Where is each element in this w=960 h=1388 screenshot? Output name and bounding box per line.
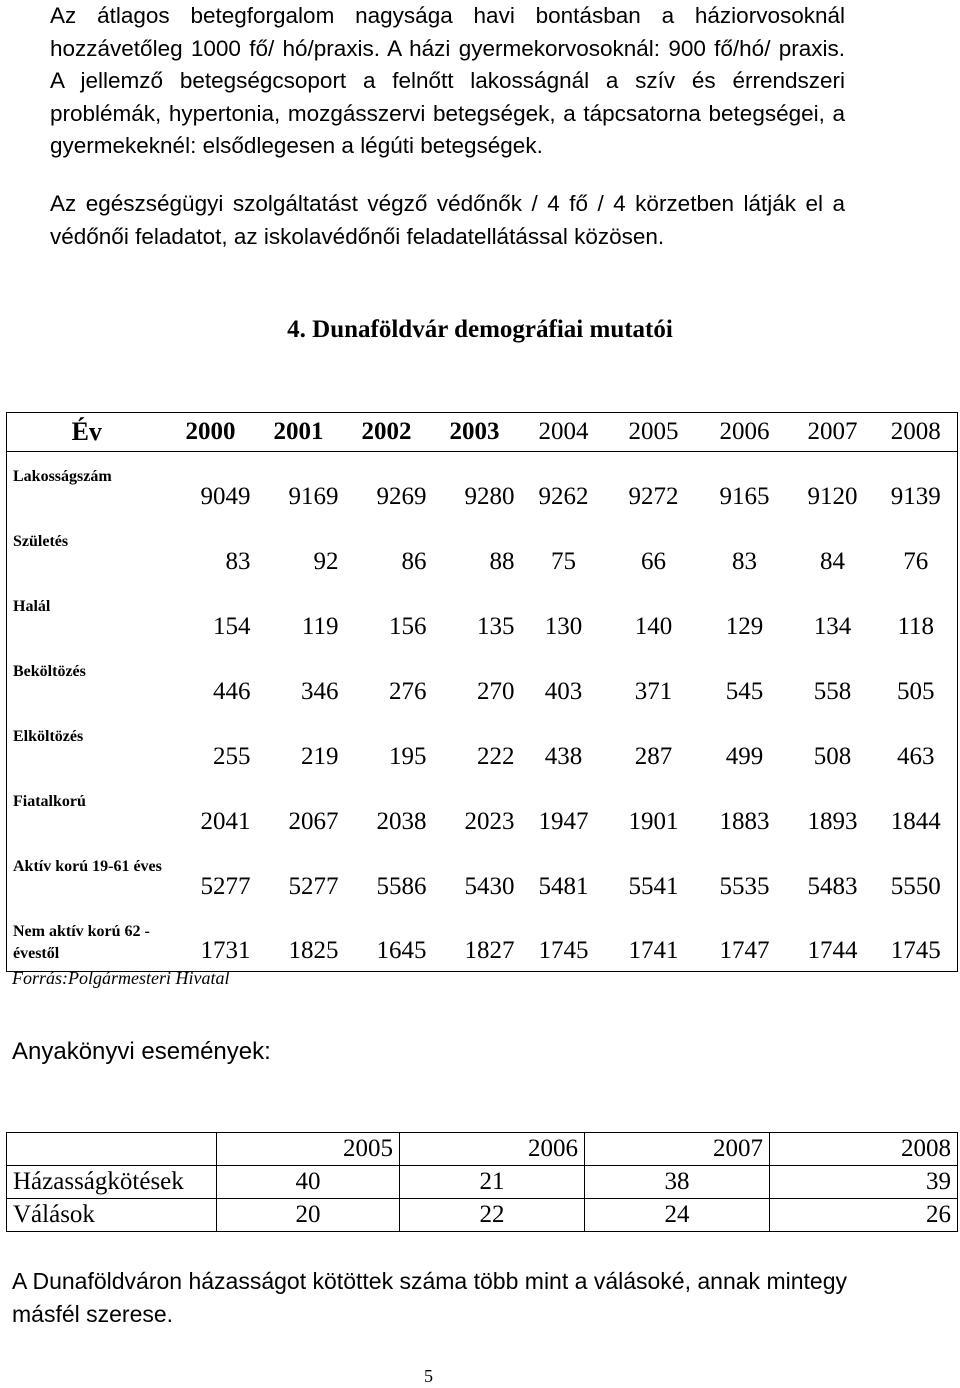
year-cell: 2002 [343, 413, 431, 452]
row-label: Elköltözés [13, 727, 84, 745]
closing-paragraph: A Dunaföldváron házasságot kötöttek száma több mint a válásoké, annak mintegy másfél szerese. [12, 1268, 847, 1327]
data-cell: 276 [389, 677, 427, 705]
events-value-cell: 40 [217, 1166, 400, 1199]
data-cell: 92 [313, 547, 339, 575]
events-value-cell: 22 [400, 1199, 585, 1232]
data-cell: 1827 [464, 937, 515, 964]
year-cell: 2003 [431, 413, 519, 452]
data-cell: 9139 [890, 482, 941, 510]
data-cell: 119 [301, 612, 339, 640]
row-label: Fiatalkorú [13, 792, 86, 810]
events-value-cell: 24 [585, 1199, 770, 1232]
data-cell: 75 [551, 547, 576, 575]
events-row [7, 1199, 958, 1232]
data-cell: 1745 [538, 937, 589, 964]
row-label: Halál [13, 597, 51, 615]
data-cell: 463 [897, 742, 935, 770]
demographics-row [7, 582, 958, 647]
data-cell: 558 [813, 677, 852, 705]
events-value-cell: 20 [217, 1199, 400, 1232]
data-cell: 66 [641, 547, 666, 575]
data-cell: 5535 [719, 872, 770, 900]
intro-paragraph-2: Az egészségügyi szolgáltatást végző védőnők / 4 fő / 4 körzetben látják el a védőnői feladatot, az iskolavédőnői feladatellátással közösen. [50, 191, 845, 249]
data-cell: 76 [903, 547, 929, 575]
data-cell: 88 [489, 547, 515, 575]
demographics-row [7, 842, 958, 907]
data-cell: 86 [401, 547, 427, 575]
year-header-row [7, 413, 958, 452]
data-cell: 508 [813, 742, 852, 770]
data-cell: 2023 [464, 807, 515, 835]
data-cell: 9049 [200, 482, 251, 510]
data-cell: 1745 [890, 937, 941, 964]
events-year-cell: 2006 [400, 1133, 585, 1166]
intro-paragraph-1: Az átlagos betegforgalom nagysága havi bontásban a háziorvosoknál hozzávetőleg 1000 fő/ hó/praxis. A házi gyermekorvosoknál: 900 fő/hó/ praxis. A jellemző betegségcsoport a felnőtt lakosságnál a szív és érrendszeri problémák, hypertonia, mozgásszervi betegségek, a tápcsatorna betegségei, a gyermekeknél: elsődlegesen a légúti betegségek. [50, 3, 845, 158]
data-cell: 9280 [464, 482, 515, 510]
data-cell: 5550 [890, 872, 941, 900]
events-title: Anyakönyvi események: [12, 1038, 271, 1065]
data-cell: 9120 [807, 482, 858, 510]
data-cell: 9269 [376, 482, 427, 510]
data-cell: 371 [634, 677, 673, 705]
data-cell: 1645 [376, 937, 427, 964]
data-cell: 219 [301, 742, 339, 770]
year-header-label: Év [7, 413, 167, 452]
data-cell: 1947 [538, 807, 589, 835]
data-cell: 2038 [376, 807, 427, 835]
page-number: 5 [424, 1366, 433, 1386]
data-cell: 134 [813, 612, 852, 640]
row-label: Lakosságszám [13, 468, 112, 485]
events-value-cell: 39 [770, 1166, 958, 1199]
events-header-row [7, 1133, 958, 1166]
data-cell: 5483 [807, 872, 858, 900]
data-cell: 1747 [719, 937, 770, 964]
data-cell: 346 [301, 677, 339, 705]
data-cell: 270 [477, 677, 515, 705]
data-cell: 222 [477, 742, 515, 770]
section-title: 4. Dunaföldvár demográfiai mutatói [287, 316, 673, 343]
row-label: Aktív korú 19-61 éves [13, 857, 162, 875]
events-value-cell: 26 [770, 1199, 958, 1232]
data-cell: 154 [213, 612, 251, 640]
data-cell: 2041 [200, 807, 251, 835]
data-cell: 1893 [807, 807, 858, 835]
demographics-row [7, 452, 958, 517]
data-cell: 156 [389, 612, 427, 640]
year-cell: 2005 [609, 413, 699, 452]
data-cell: 195 [389, 742, 427, 770]
events-year-cell: 2008 [770, 1133, 958, 1166]
data-cell: 5541 [628, 872, 679, 900]
demographics-row [7, 712, 958, 777]
demographics-row [7, 647, 958, 712]
events-row [7, 1166, 958, 1199]
source-note: Forrás:Polgármesteri Hivatal [12, 968, 230, 988]
data-cell: 5586 [376, 872, 427, 900]
data-cell: 83 [225, 547, 251, 575]
events-year-cell: 2007 [585, 1133, 770, 1166]
year-cell: 2004 [519, 413, 609, 452]
data-cell: 446 [213, 677, 251, 705]
data-cell: 5430 [464, 872, 515, 900]
year-cell: 2006 [699, 413, 791, 452]
data-cell: 2067 [288, 807, 339, 835]
data-cell: 9169 [288, 482, 339, 510]
data-cell: 1731 [200, 937, 251, 964]
data-cell: 1741 [628, 937, 679, 964]
data-cell: 1825 [288, 937, 339, 964]
data-cell: 545 [725, 677, 764, 705]
data-cell: 499 [725, 742, 764, 770]
row-label: Beköltözés [13, 662, 86, 680]
data-cell: 140 [634, 612, 673, 640]
data-cell: 403 [544, 677, 583, 705]
data-cell: 9262 [538, 482, 589, 510]
data-cell: 84 [820, 547, 845, 575]
data-cell: 1744 [807, 937, 858, 964]
data-cell: 129 [725, 612, 764, 640]
year-cell: 2001 [255, 413, 343, 452]
demographics-table [6, 412, 958, 972]
data-cell: 5481 [538, 872, 589, 900]
events-year-cell: 2005 [217, 1133, 400, 1166]
data-cell: 1844 [890, 807, 941, 835]
data-cell: 9165 [719, 482, 770, 510]
data-cell: 118 [897, 612, 935, 640]
events-row-label: Házasságkötések [7, 1166, 217, 1199]
year-cell: 2008 [875, 413, 958, 452]
data-cell: 287 [634, 742, 673, 770]
row-label: Nem aktív korú 62 - évestől [13, 922, 150, 962]
data-cell: 1883 [719, 807, 770, 835]
events-corner-cell [7, 1133, 217, 1166]
data-cell: 255 [213, 742, 251, 770]
data-cell: 438 [544, 742, 583, 770]
events-row-label: Válások [7, 1199, 217, 1232]
events-value-cell: 38 [585, 1166, 770, 1199]
events-value-cell: 21 [400, 1166, 585, 1199]
row-label: Születés [13, 532, 69, 550]
demographics-row [7, 517, 958, 582]
year-cell: 2000 [167, 413, 255, 452]
data-cell: 1901 [628, 807, 679, 835]
year-cell: 2007 [791, 413, 875, 452]
civil-events-table [6, 1132, 958, 1232]
data-cell: 130 [544, 612, 583, 640]
demographics-row [7, 907, 958, 972]
data-cell: 5277 [288, 872, 339, 900]
demographics-row [7, 777, 958, 842]
data-cell: 505 [897, 677, 935, 705]
data-cell: 135 [477, 612, 515, 640]
data-cell: 5277 [200, 872, 251, 900]
data-cell: 83 [732, 547, 757, 575]
data-cell: 9272 [628, 482, 679, 510]
